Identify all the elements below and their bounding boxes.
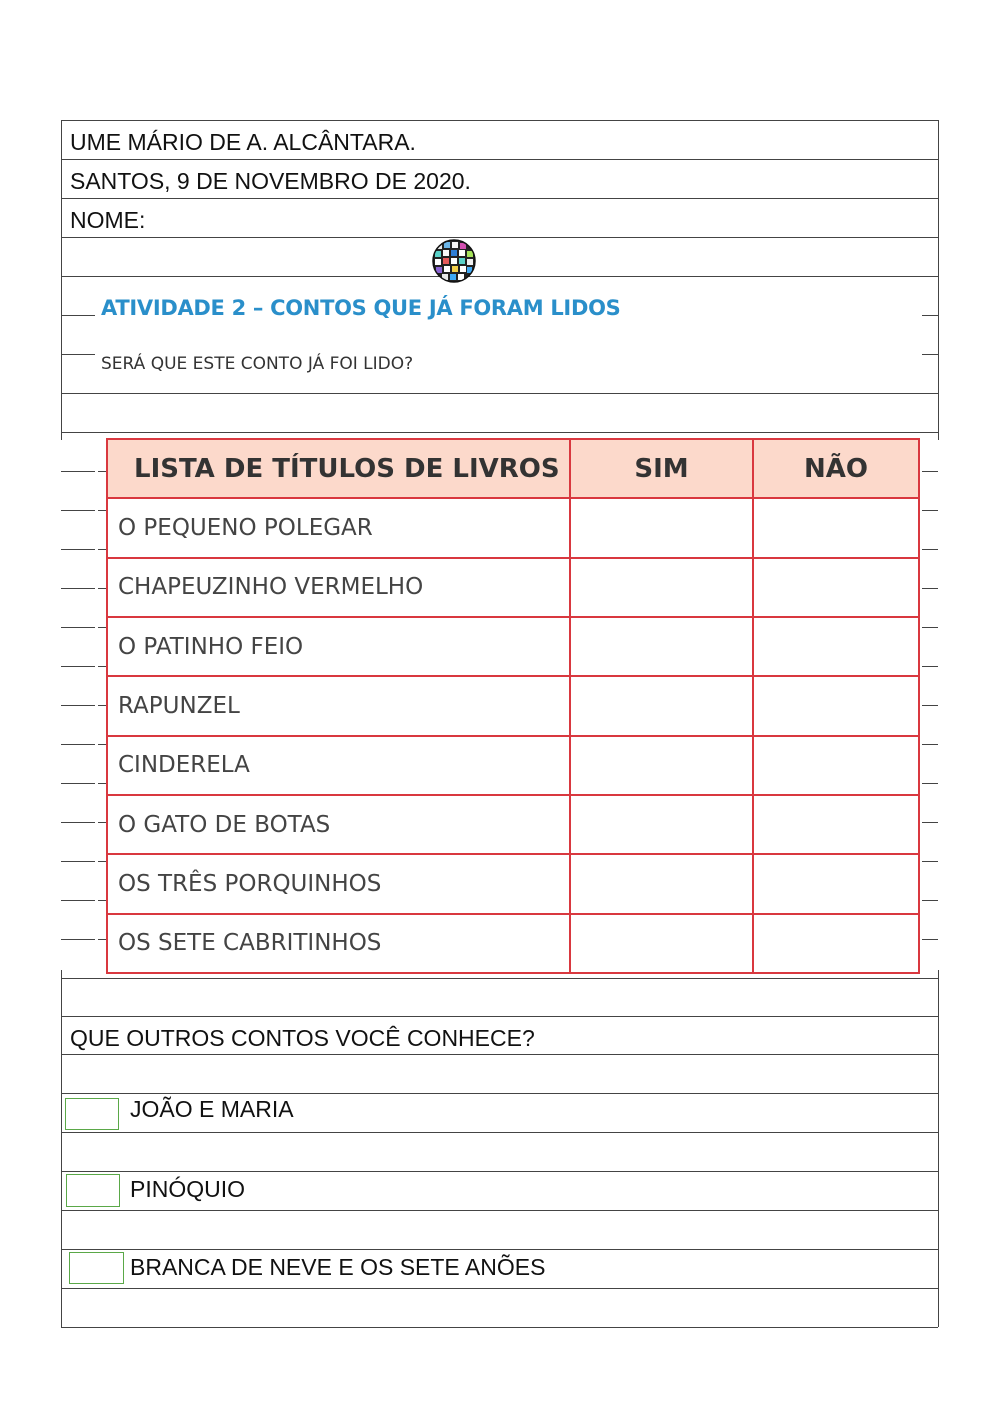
ruled-line-stub [61, 822, 95, 823]
ruled-line-stub [922, 471, 938, 472]
option-label: BRANCA DE NEVE E OS SETE ANÕES [130, 1254, 546, 1280]
option-checkbox[interactable] [66, 1174, 120, 1207]
book-title: O PEQUENO POLEGAR [107, 498, 570, 557]
ruled-line-stub [61, 354, 95, 355]
name-label: NOME: [70, 207, 146, 233]
ruled-line-stub [922, 627, 938, 628]
table-row [107, 676, 919, 735]
ruled-line-stub [61, 783, 95, 784]
yes-cell[interactable] [570, 795, 753, 854]
yes-cell[interactable] [570, 558, 753, 617]
book-title: RAPUNZEL [107, 676, 570, 735]
no-cell[interactable] [753, 854, 919, 913]
books-table [106, 438, 920, 974]
header-book-titles: LISTA DE TÍTULOS DE LIVROS [107, 439, 570, 498]
option-checkbox[interactable] [69, 1252, 124, 1284]
ruled-line [61, 159, 938, 160]
header-no: NÃO [753, 439, 919, 498]
ruled-line-stub [61, 549, 95, 550]
no-cell[interactable] [753, 498, 919, 557]
table-row [107, 854, 919, 913]
ruled-line-stub [922, 588, 938, 589]
ruled-line-stub [922, 744, 938, 745]
book-title: OS TRÊS PORQUINHOS [107, 854, 570, 913]
header-yes: SIM [570, 439, 753, 498]
ruled-line [61, 198, 938, 199]
disco-ball-icon [432, 239, 476, 283]
option-label: JOÃO E MARIA [130, 1096, 294, 1122]
ruled-line [61, 120, 938, 121]
school-name: UME MÁRIO DE A. ALCÂNTARA. [70, 129, 416, 155]
ruled-line-stub [922, 822, 938, 823]
ruled-line [61, 1288, 938, 1289]
ruled-line-stub [61, 666, 95, 667]
ruled-line-stub [61, 588, 95, 589]
no-cell[interactable] [753, 617, 919, 676]
activity-title: ATIVIDADE 2 – CONTOS QUE JÁ FORAM LIDOS [101, 296, 621, 320]
ruled-line [61, 1210, 938, 1211]
table-header-row [107, 439, 919, 498]
ruled-line-stub [922, 354, 938, 355]
ruled-line-stub [922, 861, 938, 862]
ruled-line [61, 237, 938, 238]
ruled-line-stub [61, 471, 95, 472]
ruled-line-stub [61, 705, 95, 706]
yes-cell[interactable] [570, 736, 753, 795]
yes-cell[interactable] [570, 914, 753, 973]
ruled-line [61, 1054, 938, 1055]
ruled-line-stub [922, 783, 938, 784]
date-line: SANTOS, 9 DE NOVEMBRO DE 2020. [70, 168, 471, 194]
yes-cell[interactable] [570, 854, 753, 913]
ruled-line-stub [922, 939, 938, 940]
option-checkbox[interactable] [65, 1098, 119, 1130]
no-cell[interactable] [753, 914, 919, 973]
ruled-line-stub [61, 315, 95, 316]
ruled-line [61, 1132, 938, 1133]
ruled-line-stub [61, 627, 95, 628]
book-title: O GATO DE BOTAS [107, 795, 570, 854]
ruled-line-stub [61, 861, 95, 862]
ruled-line [61, 978, 938, 979]
ruled-line-stub [922, 900, 938, 901]
ruled-line-stub [922, 549, 938, 550]
ruled-line [61, 1171, 938, 1172]
ruled-line [61, 276, 938, 277]
ruled-line [61, 1249, 938, 1250]
table-row [107, 617, 919, 676]
option-label: PINÓQUIO [130, 1176, 246, 1202]
book-title: OS SETE CABRITINHOS [107, 914, 570, 973]
ruled-line-stub [922, 315, 938, 316]
other-tales-question: QUE OUTROS CONTOS VOCÊ CONHECE? [70, 1025, 535, 1051]
ruled-line [61, 432, 938, 433]
table-row [107, 736, 919, 795]
ruled-line-stub [922, 705, 938, 706]
ruled-line [61, 1327, 938, 1328]
yes-cell[interactable] [570, 676, 753, 735]
book-title: CINDERELA [107, 736, 570, 795]
no-cell[interactable] [753, 558, 919, 617]
book-title: O PATINHO FEIO [107, 617, 570, 676]
ruled-line-stub [922, 666, 938, 667]
yes-cell[interactable] [570, 498, 753, 557]
no-cell[interactable] [753, 736, 919, 795]
ruled-line-stub [61, 900, 95, 901]
ruled-line [61, 1016, 938, 1017]
yes-cell[interactable] [570, 617, 753, 676]
ruled-line [61, 1093, 938, 1094]
ruled-line-stub [61, 510, 95, 511]
ruled-line [61, 393, 938, 394]
table-row [107, 558, 919, 617]
table-row [107, 795, 919, 854]
ruled-line-stub [922, 510, 938, 511]
no-cell[interactable] [753, 676, 919, 735]
table-row [107, 498, 919, 557]
ruled-line-stub [61, 744, 95, 745]
no-cell[interactable] [753, 795, 919, 854]
book-title: CHAPEUZINHO VERMELHO [107, 558, 570, 617]
ruled-line-stub [61, 939, 95, 940]
table-row [107, 914, 919, 973]
activity-question: SERÁ QUE ESTE CONTO JÁ FOI LIDO? [101, 354, 414, 374]
